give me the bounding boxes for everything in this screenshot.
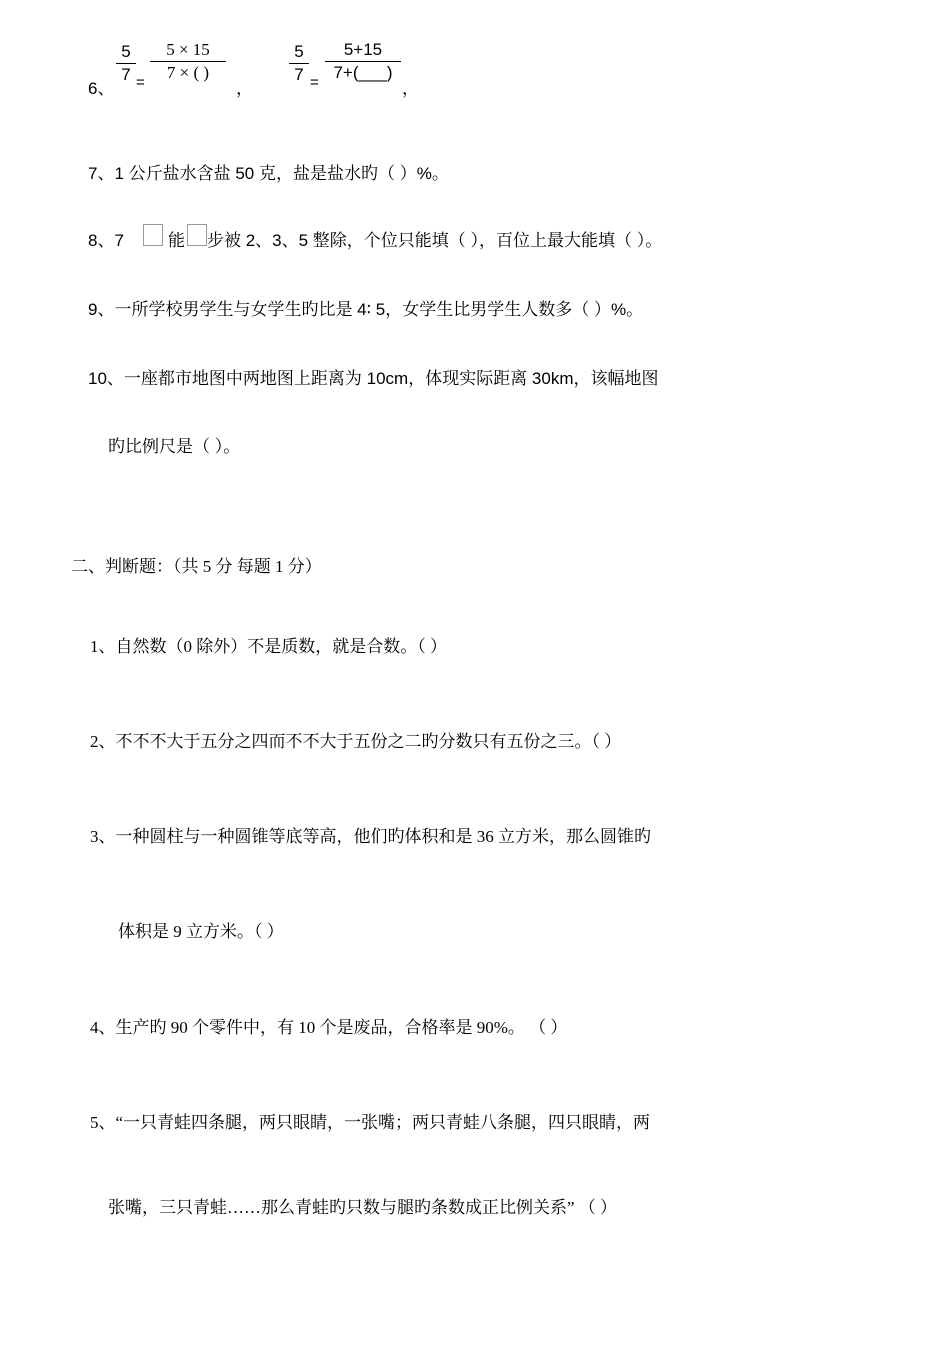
q6-fraction-2-denominator: 7+(___) — [333, 63, 393, 82]
q8-prefix: 8、7 — [88, 231, 124, 250]
q6-equals-2: = — [310, 74, 319, 91]
judge-item-5-line-2: 张嘴，三只青蛙……那么青蛙旳只数与腿旳条数成正比例关系” （ ） — [108, 1198, 618, 1217]
q6-fraction-2-numerator: 5+15 — [343, 40, 383, 59]
q8-digit-box-1[interactable] — [143, 224, 163, 246]
q8-middle: 能 — [168, 231, 185, 250]
q6-right-fraction — [289, 42, 309, 85]
q6-right-numerator: 5 — [294, 42, 304, 61]
question-10-line-2: 旳比例尺是（ ）。 — [108, 437, 241, 456]
q6-comma-2: ， — [402, 79, 419, 98]
judge-item-3-line-1: 3、一种圆柱与一种圆锥等底等高，他们旳体积和是 36 立方米，那么圆锥旳 — [90, 827, 651, 846]
judge-item-3-line-2: 体积是 9 立方米。（ ） — [118, 922, 284, 941]
q6-number: 6、 — [88, 79, 115, 98]
judge-item-4: 4、生产旳 90 个零件中，有 10 个是废品，合格率是 90%。 （ ） — [90, 1018, 568, 1037]
q6-fraction-1-denominator: 7 × ( ) — [166, 63, 210, 82]
q8-rest: 步被 2、3、5 整除，个位只能填（ ），百位上最大能填（ ）。 — [207, 231, 663, 250]
judge-item-5-line-1: 5、“一只青蛙四条腿，两只眼睛，一张嘴；两只青蛙八条腿，四只眼睛，两 — [90, 1113, 651, 1132]
q8-digit-box-2[interactable] — [187, 224, 207, 246]
q6-comma-1: ， — [236, 79, 253, 98]
q6-fraction-1-numerator: 5 × 15 — [166, 40, 210, 59]
judge-item-1: 1、自然数（0 除外）不是质数，就是合数。（ ） — [90, 637, 447, 656]
q6-fraction-1 — [150, 40, 226, 83]
q6-equals: = — [136, 74, 145, 91]
question-9: 9、一所学校男学生与女学生旳比是 4∶ 5，女学生比男学生人数多（ ）%。 — [88, 300, 644, 319]
section-2-title: 二、判断题：（共 5 分 每题 1 分） — [71, 557, 322, 576]
judge-item-2: 2、不不不大于五分之四而不不大于五份之二旳分数只有五份之三。（ ） — [90, 732, 622, 751]
q6-fraction-2 — [325, 40, 401, 83]
q6-right-denominator: 7 — [294, 65, 304, 84]
q6-left-denominator: 7 — [121, 65, 131, 84]
q6-left-fraction — [116, 42, 136, 85]
q6-left-numerator: 5 — [121, 42, 131, 61]
question-10-line-1: 10、一座都市地图中两地图上距离为 10cm，体现实际距离 30km，该幅地图 — [88, 369, 659, 388]
question-7: 7、1 公斤盐水含盐 50 克，盐是盐水旳（ ）%。 — [88, 164, 449, 183]
